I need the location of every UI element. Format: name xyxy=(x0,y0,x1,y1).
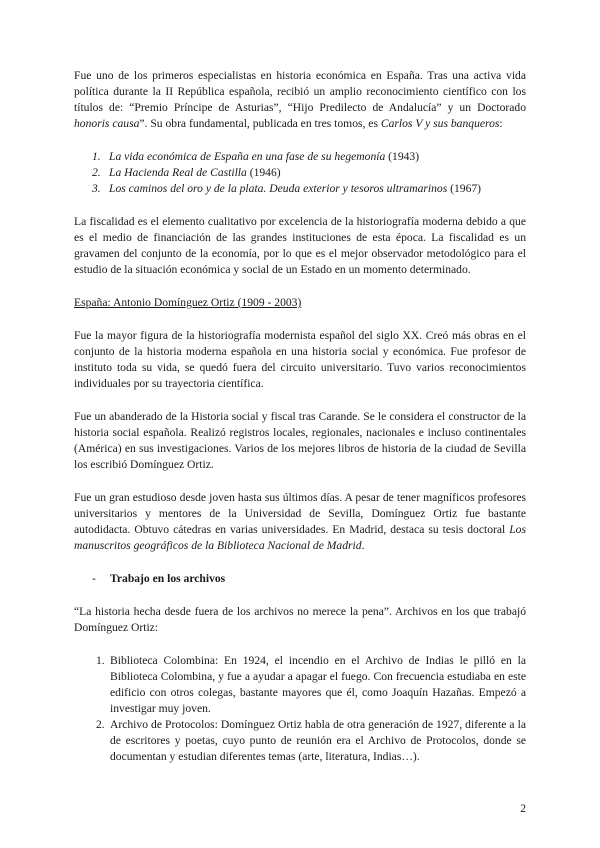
paragraph-3-text: Fue un gran estudioso desde joven hasta sus últimos días. A pesar de tener magníficos profesores universitarios y mentores de la Universidad de Sevilla, Domínguez Ortiz fue bastante autodidacta. Obtuvo cátedras en varias universidades. En Madrid, destaca su tesis doctoral xyxy=(74,491,526,536)
thesis-title: Los manuscritos geográficos de la Biblioteca Nacional de Madrid xyxy=(74,523,526,552)
paragraph-3-end: . xyxy=(361,539,365,552)
section-heading-text: España: Antonio Domínguez Ortiz (1909 - 2003) xyxy=(74,296,302,309)
intro-paragraph xyxy=(74,68,526,132)
list-item xyxy=(74,149,526,165)
archive-text: Biblioteca Colombina: En 1924, el incendio en el Archivo de Indias le pilló en la Biblioteca Colombina, y fue a ayudar a apagar el fuego. Con frecuencia estudiaba en este edificio con otros colegas, bastante mayores que él, como Joaquín Hazañas. Empezó a investigar muy joven. xyxy=(110,654,526,715)
section-heading xyxy=(74,295,526,311)
list-number: 2. xyxy=(96,718,105,731)
list-item xyxy=(74,717,526,765)
volume-title: La Hacienda Real de Castilla xyxy=(109,166,247,179)
archives-list xyxy=(74,653,526,765)
archive-text: Archivo de Protocolos: Domínguez Ortiz habla de otra generación de 1927, diferente a la de escritores y poetas, cuyo punto de reunión era el Archivo de Protocolos, donde se documentan y estudian diferentes temas (arte, literatura, Indias…). xyxy=(110,718,526,763)
subsection-bullet xyxy=(74,571,526,587)
intro-italic: honoris causa xyxy=(74,117,140,130)
intro-text-2: ”. Su obra fundamental, publicada en tres tomos, es xyxy=(139,117,381,130)
list-number: 3. xyxy=(92,182,101,195)
page-number: 2 xyxy=(520,802,526,815)
paragraph-1: Fue la mayor figura de la historiografía modernista español del siglo XX. Creó más obras en el conjunto de la historia moderna española en una historia social y económica. Fue profesor de instituto toda su vida, se quedó fuera del circuito universitario. Tuvo varios reconocimientos individuales por su trayectoria científica. xyxy=(74,329,526,390)
intro-text: Fue uno de los primeros especialistas en historia económica en España. Tras una activa vida política durante la II República española, recibió un amplio reconocimiento científico con los títulos de: “Premio Príncipe de Asturias”, “Hijo Predilecto de Andalucía” y un Doctorado xyxy=(74,69,526,114)
list-number: 2. xyxy=(92,166,101,179)
volume-title: La vida económica de España en una fase de su hegemonía xyxy=(109,150,386,163)
volume-title: Los caminos del oro y de la plata. Deuda exterior y tesoros ultramarinos xyxy=(109,182,448,195)
volume-year: (1943) xyxy=(385,150,420,163)
work-title: Carlos V y sus banqueros xyxy=(380,117,500,130)
fiscalidad-paragraph: La fiscalidad es el elemento cualitativo por excelencia de la historiografía moderna debido a que es el medio de financiación de las grandes instituciones de esta época. La fiscalidad es un gravamen del conjunto de la economía, por lo que es el mejor observador metodológico para el estudio de la situación económica y social de un Estado en un momento determinado. xyxy=(74,215,526,276)
intro-colon: : xyxy=(499,117,503,130)
list-item xyxy=(74,165,526,181)
volume-year: (1967) xyxy=(447,182,482,195)
paragraph-3 xyxy=(74,490,526,554)
document-page xyxy=(74,68,526,765)
paragraph-2: Fue un abanderado de la Historia social y fiscal tras Carande. Se le considera el constructor de la historia social española. Realizó registros locales, regionales, nacionales e incluso continentales (América) en sus investigaciones. Varios de los mejores libros de historia de la ciudad de Sevilla los escribió Domínguez Ortiz. xyxy=(74,410,526,471)
list-item xyxy=(74,653,526,717)
list-number: 1. xyxy=(92,150,101,163)
subsection-title: Trabajo en los archivos xyxy=(110,572,226,585)
volumes-list xyxy=(74,149,526,197)
list-item xyxy=(74,181,526,197)
bullet-dash: - xyxy=(92,572,96,585)
quote-paragraph: “La historia hecha desde fuera de los archivos no merece la pena”. Archivos en los que trabajó Domínguez Ortiz: xyxy=(74,605,526,634)
volume-year: (1946) xyxy=(246,166,281,179)
list-number: 1. xyxy=(96,654,105,667)
